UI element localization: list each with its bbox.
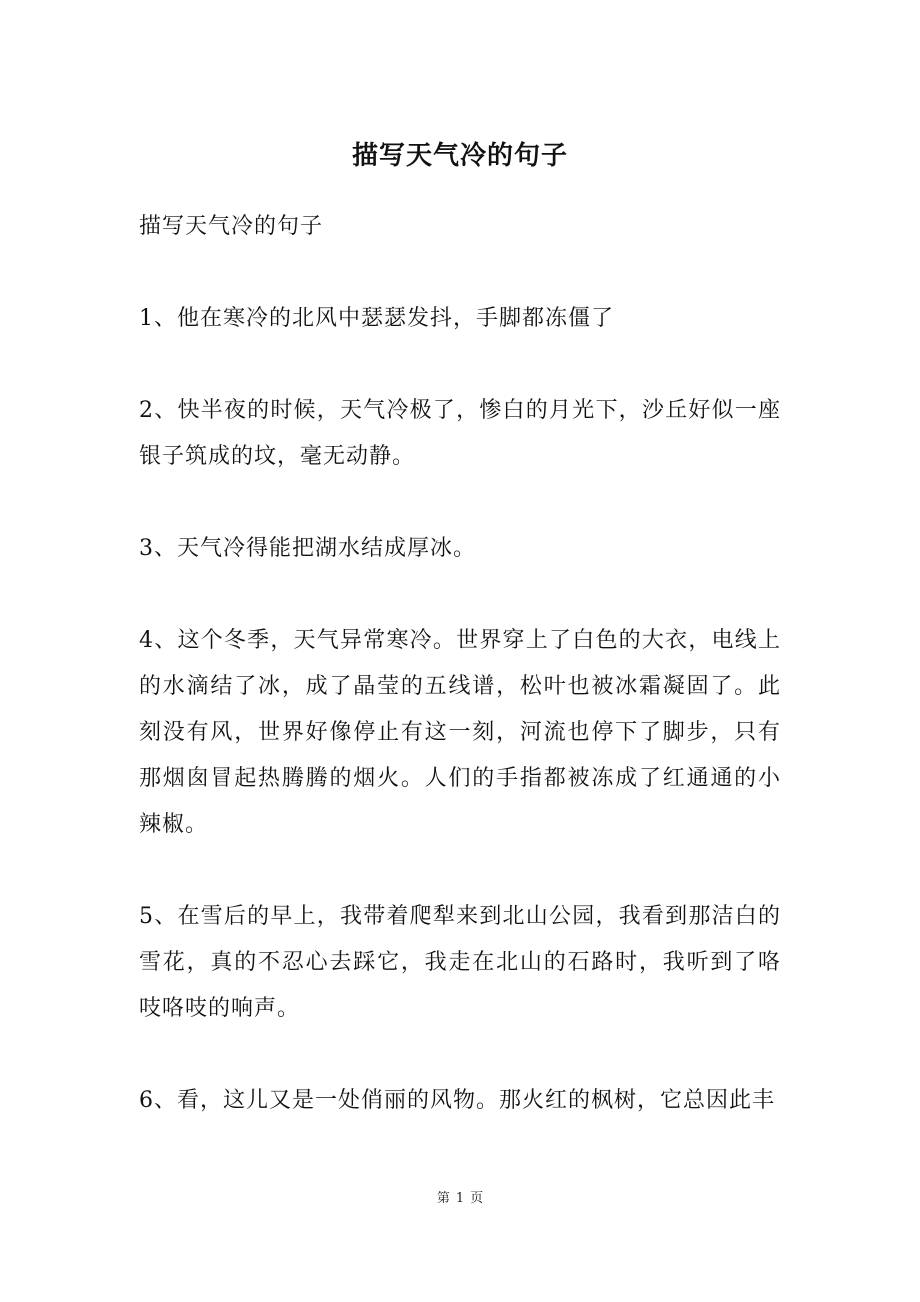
paragraph-2: 2、快半夜的时候，天气冷极了，惨白的月光下，沙丘好似一座银子筑成的坟，毫无动静。 — [139, 398, 781, 469]
page-title: 描写天气冷的句子 — [351, 141, 568, 171]
paragraph-1: 1、他在寒冷的北风中瑟瑟发抖，手脚都冻僵了 — [139, 306, 614, 331]
document-body — [139, 204, 781, 1170]
paragraph-4: 4、这个冬季，天气异常寒冷。世界穿上了白色的大衣，电线上的水滴结了冰，成了晶莹的五线谱，松叶也被冰霜凝固了。此刻没有风，世界好像停止有这一刻，河流也停下了脚步，只有那烟囱冒起热腾腾的烟火。人们的手指都被冻成了红通通的小辣椒。 — [139, 628, 781, 837]
paragraph-6: 6、看，这儿又是一处俏丽的风物。那火红的枫树，它总因此丰 — [139, 1088, 775, 1113]
page-number: 1 — [455, 1191, 465, 1206]
footer-suffix: 页 — [470, 1191, 484, 1206]
paragraph-3: 3、天气冷得能把湖水结成厚冰。 — [139, 536, 476, 561]
document-subtitle: 描写天气冷的句子 — [139, 214, 324, 239]
footer-prefix: 第 — [436, 1191, 450, 1206]
page-footer — [0, 1189, 920, 1209]
paragraph-5: 5、在雪后的早上，我带着爬犁来到北山公园，我看到那洁白的雪花，真的不忍心去踩它，我走在北山的石路时，我听到了咯吱咯吱的响声。 — [139, 904, 781, 1021]
